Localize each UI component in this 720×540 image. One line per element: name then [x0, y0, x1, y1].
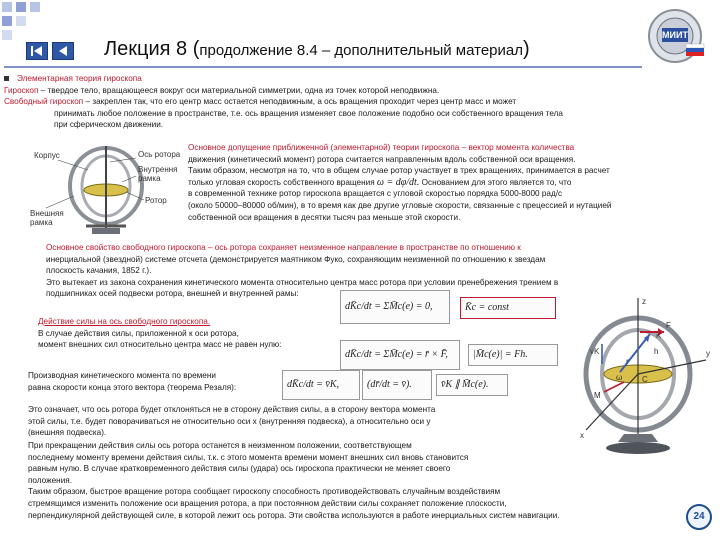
free-gyro-def-1: – закреплен так, что его центр масс остается неподвижным, а ось вращения проходит через центр масс и может	[83, 97, 517, 107]
label-body: Корпус	[34, 151, 60, 160]
formula-const: K̄c = const	[460, 297, 556, 319]
label-c: C	[642, 375, 648, 384]
label-vk: vK	[590, 347, 600, 356]
formula-parallel: v̄K ∥ M̄c(e).	[436, 374, 508, 396]
formula-conservation: dK̄c/dt = ΣM̄c(e) = 0,	[340, 290, 450, 324]
label-inner-frame-1: Внутрення	[138, 165, 178, 174]
label-outer-frame-2: рамка	[30, 218, 53, 227]
arrow-left-icon	[53, 43, 73, 59]
gyro-term: Гироскоп	[4, 85, 39, 95]
page-number-badge: 24	[686, 504, 712, 530]
formula-moment: dK̄c/dt = ΣM̄c(e) = r̄ × F̄,	[340, 340, 460, 370]
free-gyro-def-2: принимать любое положение в пространстве, т.е. ось вращения изменяет свое положение подобно оси собственного вращения тела	[54, 108, 563, 118]
force-block: Действие силы на ось свободного гироскопа. В случае действия силы, приложенной к оси ротора, момент внешних сил относительно центра масс не равен нулю:	[38, 317, 282, 350]
label-k: K	[656, 331, 662, 340]
resal-block: Производная кинетического момента по времени равна скорости конца этого вектора (теорема Резаля):	[28, 371, 237, 392]
gyro-def: – твердое тело, вращающееся вокруг оси материальной симметрии, одна из точек которой неподвижна.	[38, 85, 440, 95]
gyroscope-figure-left	[26, 140, 186, 240]
section-heading: Элементарная теория гироскопа	[17, 74, 142, 83]
prev-slide-button[interactable]	[52, 42, 74, 60]
label-f: F	[666, 321, 671, 330]
omega-formula: ω = dφ/dt.	[376, 176, 420, 188]
label-m: M	[594, 391, 601, 400]
label-outer-frame-1: Внешняя	[30, 209, 64, 218]
label-rotor-axis: Ось ротора	[138, 150, 181, 159]
conclusion-block-2: При прекращении действия силы ось ротора останется в неизменном положении, соответствующем последнему моменту времени действия силы, т.к. с этого момента времени момент внешних сил вновь становится равным нулю. В случае кратковременного действия силы (удара) ось гироскопа практически не меняет своего положения. Таким образом, быстрое вращение ротора сообщает гироскопу способность противодействовать случайным воздействиям стремящимся изменить положение оси вращения ротора, а при постоянном действии силы сохраняет положение плоскости, перпендикулярной действующей силе, в которой лежит ось ротора. Эти свойства используются в работе инерциальных систем навигации.	[28, 441, 560, 520]
skip-back-icon	[27, 43, 47, 59]
assumption-block: Основное допущение приближенной (элементарной) теории гироскопа – вектор момента количества движения (кинетический момент) ротора считается направленным вдоль собственной оси вращения. Таким образом, несмотря на то, что в общем случае ротор участвует в трех вращениях, принимается в расчет только угловая скорость собственного вращения ω = dφ/dt. Основанием для этого является то, что в современной технике ротор гироскопа вращается с угловой скоростью порядка 5000-8000 рад/с (около 50000–80000 об/мин), в то время как две другие угловые скорости, связанные с прецессией и нутацией собственной оси вращения в десятки тысяч раз меньше этой скорости.	[188, 143, 612, 222]
svg-text:МИИТ: МИИТ	[662, 30, 688, 40]
label-inner-frame-2: рамка	[138, 174, 161, 183]
intro-block	[4, 73, 709, 131]
label-h: h	[654, 347, 659, 356]
label-r: r	[626, 357, 629, 366]
label-x-axis: x	[580, 431, 584, 440]
formula-resal: dK̄c/dt = v̄K,	[282, 370, 360, 400]
university-logo	[640, 4, 710, 66]
label-y-axis: y	[706, 349, 710, 358]
first-slide-button[interactable]	[26, 42, 48, 60]
label-z-axis: z	[642, 297, 646, 306]
formula-velocity: (dr̄/dt = v̄).	[362, 370, 432, 400]
free-gyro-term: Свободный гироскоп	[4, 97, 84, 107]
formula-fh: |M̄c(e)| = Fh.	[468, 344, 558, 366]
page-title: Лекция 8 (продолжение 8.4 – дополнительный материал)	[104, 38, 530, 60]
free-gyro-def-3: при сферическом движении.	[54, 120, 164, 130]
property-block: Основное свойство свободного гироскопа – ось ротора сохраняет неизменное направление в пространстве по отношению к инерциальной (звездной) системе отсчета (демонстрируется маятником Фуко, сохраняющим неизменной по отношению к звездам плоскость качания, 1852 г.). Это вытекает из закона сохранения кинетического момента относительно центра масс ротора при условии пренебрежения трением в подшипниках осей подвески ротора, внешней и внутренней рамы:	[46, 243, 559, 299]
conclusion-block-1: Это означает, что ось ротора будет отклоняться не в сторону действия силы, а в сторону вектора момента этой силы, т.е. будет поворачиваться не относительно оси x (внутренняя подвеска), а относительно оси y (внешняя подвеска).	[28, 405, 436, 438]
bullet-icon	[4, 76, 9, 81]
label-rotor: Ротор	[145, 196, 167, 205]
label-omega: ω	[616, 373, 623, 382]
header-divider	[4, 66, 642, 68]
